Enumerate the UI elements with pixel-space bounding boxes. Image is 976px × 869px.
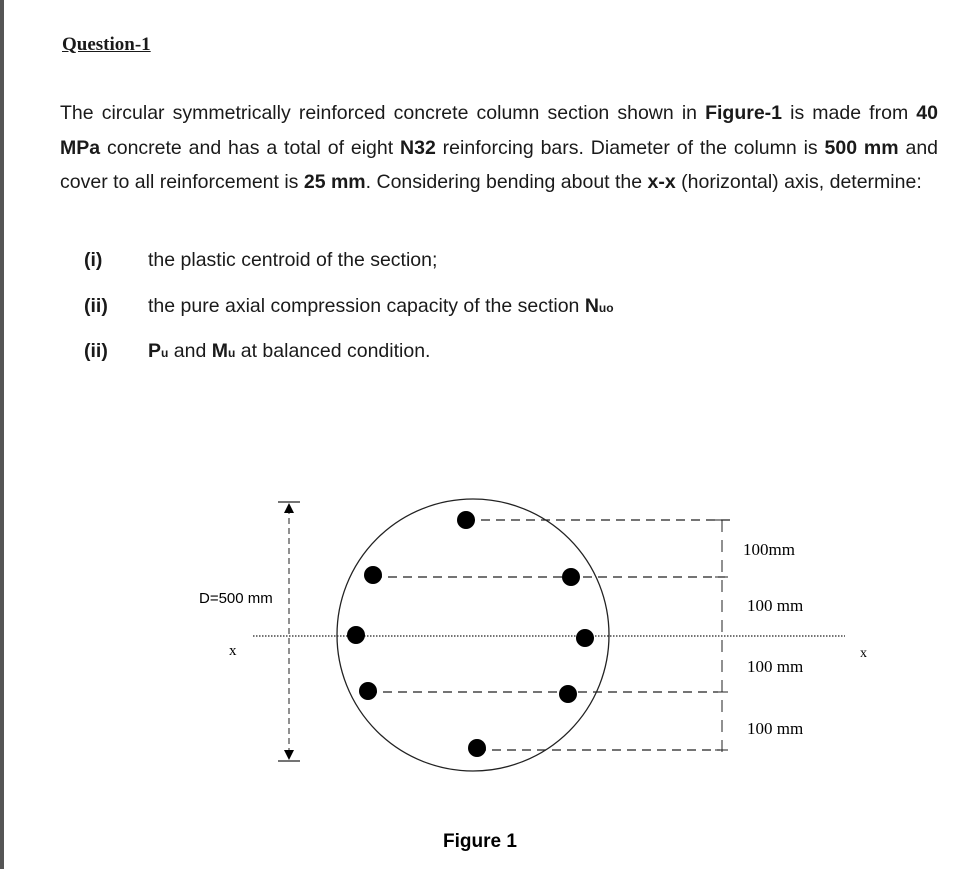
item-number: (ii) <box>84 295 108 317</box>
problem-statement: The circular symmetrically reinforced concrete column section shown in Figure-1 is made from 40 MPa concrete and has a total of eight N32 reinforcing bars. Diameter of the column is 500 mm and cover to all reinforcement is 25 mm. Considering bending about the x-x (horizontal) axis, determine: <box>60 102 939 193</box>
axis-label-left: x <box>229 643 237 659</box>
concrete-strength: 40 MPa <box>60 102 938 159</box>
bending-axis: x-x <box>647 171 676 193</box>
item-text: Pu and Mu at balanced condition. <box>148 340 431 362</box>
rebar <box>468 739 486 757</box>
figure-caption: Figure 1 <box>443 831 517 852</box>
rebar <box>576 629 594 647</box>
dimension-arrow-top <box>284 503 294 513</box>
item-number: (i) <box>84 249 103 271</box>
column-diameter: 500 mm <box>824 136 899 159</box>
rebar <box>562 568 580 586</box>
rebar <box>359 682 377 700</box>
rebar <box>347 626 365 644</box>
spacing-label: 100 mm <box>747 657 804 676</box>
figure-reference: Figure-1 <box>705 102 783 124</box>
item-number: (ii) <box>84 340 108 362</box>
item-text: the pure axial compression capacity of the section Nuo <box>148 295 614 317</box>
bar-size: N32 <box>400 136 436 159</box>
rebar <box>364 566 382 584</box>
column-outline <box>337 499 609 771</box>
dimension-arrow-bottom <box>284 750 294 760</box>
rebar <box>457 511 475 529</box>
spacing-label: 100 mm <box>747 719 804 738</box>
axis-label-right: x <box>860 646 867 661</box>
spacing-label: 100 mm <box>747 596 804 615</box>
diameter-label: D=500 mm <box>199 590 273 607</box>
spacing-label: 100mm <box>743 540 795 559</box>
item-text: the plastic centroid of the section; <box>148 249 438 271</box>
question-heading: Question-1 <box>62 34 151 55</box>
cover-value: 25 mm <box>303 171 366 193</box>
rebar <box>559 685 577 703</box>
